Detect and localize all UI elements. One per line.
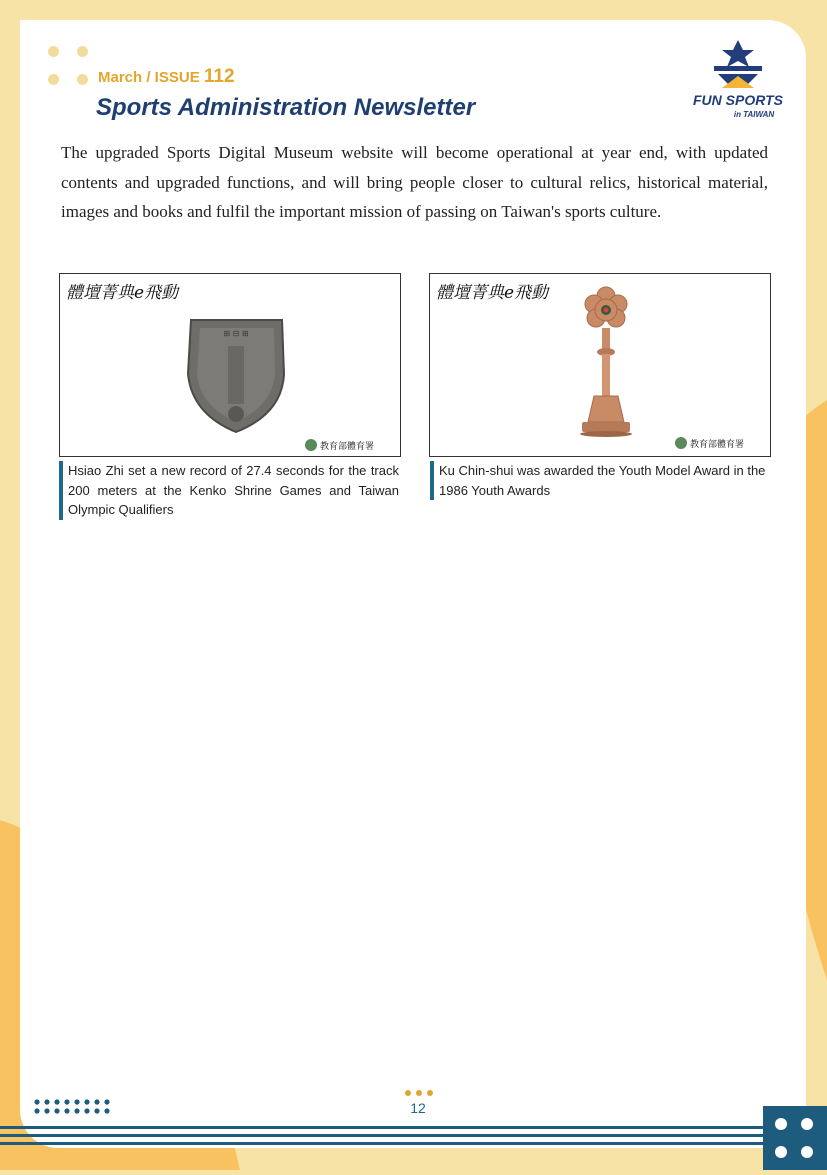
issue-number: 112 (203, 66, 235, 87)
page-number: 12 (410, 1100, 426, 1116)
corner-dice-box (763, 1106, 827, 1170)
issue-label (98, 66, 235, 88)
org-name: 教育部體育署 (690, 440, 745, 450)
intro-paragraph: The upgraded Sports Digital Museum website will become operational at year end, with updated contents and upgraded functions, and will bring people closer to cultural relics, historical material, images and books and fulfil the important mission of passing on Taiwan's sports culture. (61, 143, 768, 221)
svg-text:⊞ ⊟ ⊞: ⊞ ⊟ ⊞ (223, 329, 249, 338)
fun-sports-logo (684, 38, 792, 122)
calligraphy-logo: 體壇菁典e飛動 (66, 283, 179, 303)
org-name: 教育部體育署 (320, 442, 375, 452)
footer-dot-grid (34, 1099, 114, 1115)
logo-text-sub: in TAIWAN (733, 110, 775, 119)
caption-shield-medal: Hsiao Zhi set a new record of 27.4 seconds for the track 200 meters at the Kenko Shrine Games and Taiwan Olympic Qualifiers (59, 461, 399, 520)
photo-trophy (429, 273, 771, 457)
photo-shield-medal (59, 273, 401, 457)
page-number-dots (404, 1089, 434, 1097)
dice-dots (763, 1106, 827, 1170)
logo-text-main: FUN SPORTS (693, 92, 783, 108)
issue-prefix: March / ISSUE (98, 69, 200, 86)
newsletter-title: Sports Administration Newsletter (96, 94, 476, 121)
decorative-dots (48, 46, 92, 86)
calligraphy-logo: 體壇菁典e飛動 (436, 283, 549, 303)
caption-trophy: Ku Chin-shui was awarded the Youth Model Award in the 1986 Youth Awards (430, 461, 769, 500)
footer-stripes (0, 1124, 765, 1148)
